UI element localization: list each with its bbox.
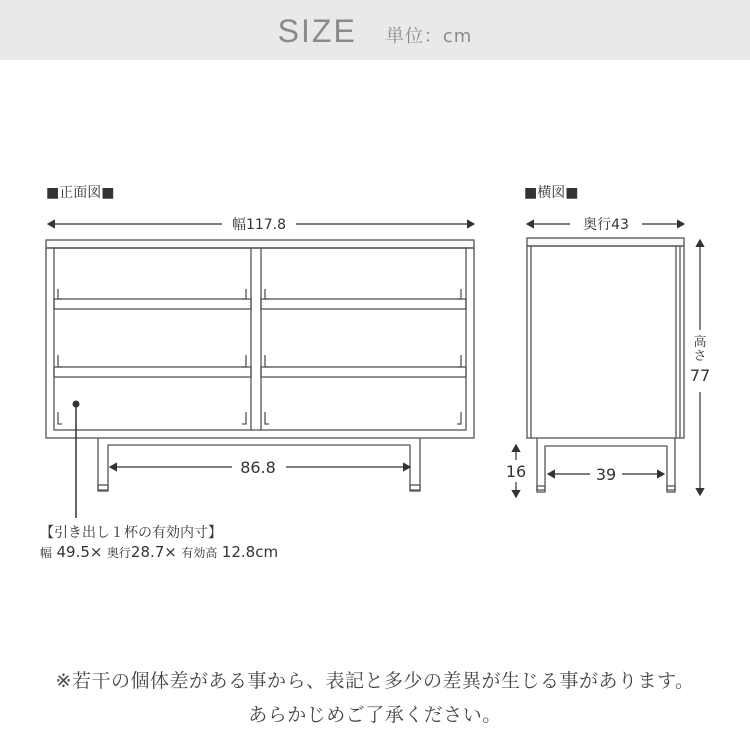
- side-height-value: 77: [689, 366, 711, 385]
- side-depth-dimension: [527, 216, 684, 233]
- drawer-height-prefix: 有効高: [181, 546, 218, 560]
- drawer-info-dims: [40, 543, 278, 561]
- front-inner-width-label: 86.8: [240, 458, 276, 477]
- side-height-dimension: [690, 240, 710, 495]
- drawer-info-title: 【引き出し１杯の有効内寸】: [40, 525, 222, 541]
- unit-label: 単位：cm: [385, 26, 473, 47]
- front-cabinet: [46, 240, 474, 491]
- side-cabinet: [527, 238, 684, 492]
- drawer-height: 12.8cm: [221, 543, 279, 561]
- drawer-depth-prefix: 奥行: [106, 546, 131, 560]
- side-height-label-1: 高: [693, 335, 707, 350]
- side-leg-span-dimension: [548, 465, 664, 484]
- front-inner-width-dimension: [110, 458, 410, 477]
- side-leg-height-label: 16: [505, 462, 527, 481]
- size-title: SIZE: [277, 13, 357, 49]
- side-height-label-2: さ: [693, 349, 707, 364]
- side-leg-height-dimension: [506, 445, 526, 497]
- drawer-depth: 28.7×: [130, 543, 177, 561]
- side-leg-span-label: 39: [595, 465, 617, 484]
- front-view-label: ■正面図■: [46, 185, 115, 201]
- drawer-width-prefix: 幅: [40, 546, 53, 560]
- footnote-line-2: あらかじめご了承ください。: [248, 704, 502, 726]
- front-width-label: 幅117.8: [231, 217, 287, 233]
- front-width-dimension: [48, 217, 474, 233]
- footnote-line-1: ※若干の個体差がある事から、表記と多少の差異が生じる事があります。: [55, 670, 695, 692]
- drawer-pointer: [73, 401, 80, 519]
- side-depth-label: 奥行43: [583, 217, 629, 233]
- drawer-width: 49.5×: [56, 543, 103, 561]
- side-view-label: ■横図■: [524, 185, 579, 201]
